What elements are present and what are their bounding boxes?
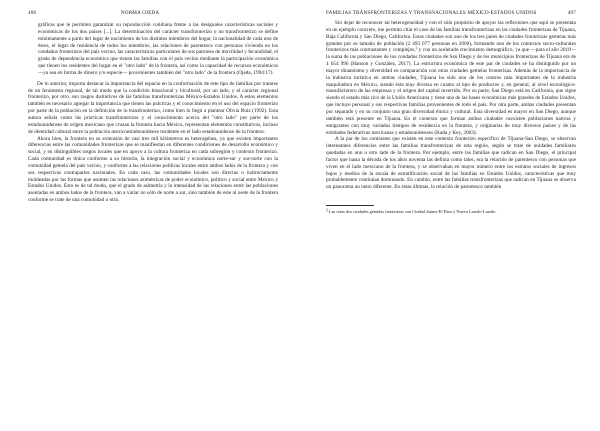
block-quote: [38, 22, 278, 77]
body-paragraph-1-right: [326, 20, 576, 136]
body-paragraph-2-right: A la par de los contrastes que existen en este contexto fronterizo específico de Tijuana-San Diego, se observan interesantes diferencias entre las familias transfronterizas de esta región, según se trate de unidades familiares quedadas en uno u otro lado de la frontera. Por ejemplo, entre las familias que radican en San Diego, el principal factor que hasta la década de los años noventa las definía como tales, era la relación de parentesco con personas que viven en el lado mexicano de la frontera, y se observaban en mayor número entre los estratos sociales de ingresos bajos y medios de la escala de estratificación social de las familias en Estados Unidos, características que muy probablemente continúan dominando. En cambio, entre las familias transfronterizas que radican en Tijuana se observa un panorama un tanto diferente. En estas últimas, la relación de parentesco también: [326, 136, 576, 191]
running-head-title-right: FAMILIAS TRANSFRONTERIZAS Y TRANSNACIONALES MÉXICO-ESTADOS UNIDOS: [326, 10, 537, 16]
quote-text: gráficas que le permiten garantizar su reproducción cotidiana frente a las desiguales características sociales y económicas de los dos países [...]. La determinación del carácter transfronterizo o no transfronterizo se define mínimamente a partir del lugar de nacimiento de los distintos miembros del hogar, la nacionalidad de cada uno de éstos, el lugar de residencia de todos los miembros, las relaciones de parentesco con personas viviendo en los condados fronterizos del país vecino, las características particulares de sus patrones de movilidad y fecundidad, el grado de dependencia económica que tienen las familias con el país vecino mediante la participación económica que tienen los residentes del hogar en el "otro lado" de la frontera, así como la capacidad de recursos económicos —ya sea en forma de dinero y/o especie— provenientes también del "otro lado" de la frontera (Ojeda, 1994:17).: [38, 22, 278, 76]
body-paragraph-2-left: Ahora bien, la frontera en su extensión de casi tres mil kilómetros es heterogénea, ya que existen importantes diferencias entre las comunidades fronterizas que se manifiestan en diferentes condiciones de desarrollo económico y social, y en distinguibles rasgos locales que en apoyo a la cultura fronteriza en cada subregión y contexto fronterizo. Cada comunidad es tínica conforme a su historia, la integración social y económica norte-sur y sur-norte con la comunidad gemela del país vecino, y conforme a las relaciones políticas locales entre ambos lados de la frontera y con sus respectivas contrapartes nacionales. En cada caso, las comunidades locales son directas o indirectamente moldeadas por las formas que asumen las relaciones asimétricas de poder económico, político y social entre México y Estados Unidos. Esto es de tal modo, que el grado de asimetría y la intensidad de las relaciones entre las poblaciones asentadas en ambos lados de la frontera, van a variar no sólo de norte a sur, sino también de este al oeste de la frontera conforme se trate de una comunidad u otra.: [28, 135, 278, 204]
body-paragraph-1-right-b: y con un acelerado crecimiento demográfico, ya que —para el año 2010— la suma de las poblaciones de los condados fronterizos de San Diego y de los municipios fronterizos de Tijuana era de 4 654 996 (Hanson y González, 2017). La estructura económica de este par de ciudades se ha distinguido por un mayor dinamismo y diversidad en comparación con otras ciudades gemelas fronterizas. Además de la importancia de la industria turística en ambas ciudades, Tijuana ha sido uno de los centros más importantes de la industria maquiladora en México, siendo ésta muy diversa en cuanto al tipo de productos y, en general, al nivel tecnológico-manufacturero de las empresas y el origen del capital invertido. Por su parte, San Diego está en California, que sigue siendo el estado más rico de la Unión Americana y tiene una de las bases económicas más grandes de Estados Unidos, que incluye personal y sus respectivas familias provenientes de todo el país. Por otra parte, ambas ciudades presentan por separado y en su conjunto una gran diversidad étnica y cultural. Esta diversidad es mayor en San Diego, aunque también está presente en Tijuana. En el contexto que forman ambas ciudades coexisten poblaciones nativas y emigrantes con muy variados tiempos de residencia en la frontera, y originarias de muy diversos países y de las entidades federativas mexicanas y estadounidenses (Kada y Key, 2003).: [326, 47, 576, 136]
body-paragraph-1-right-a: Sin dejar de reconocer tal heterogeneidad y con el sólo propósito de apoyar las reflexiones que aquí se presentan en un ejemplo concreto, me permito citar el caso de las familias transfronterizas en las ciudades fronterizas de Tijuana, Baja California y San Diego, California. Estas ciudades son uno de los tres pares de ciudades fronterizas gemelas más grandes por su tamaño de población (2 493 077 personas en 2000), formando uno de los contextos socio-culturales fronterizos más contrastantes y complejos,: [326, 20, 576, 54]
running-head-left: [28, 10, 278, 20]
running-head-right: [326, 10, 576, 20]
footnote-reference[interactable]: 3: [415, 46, 418, 51]
footnote-number: 3: [326, 208, 328, 213]
footnote-divider: [326, 205, 374, 206]
right-page: [300, 0, 600, 431]
page-number-right: 407: [567, 10, 576, 16]
body-paragraph-1-left: De lo anterior, importa destacar la importancia del espacio en la conformación de este tipo de familias por tratarse de un fenómeno regional, de tal modo que la condición binacional y bicultural, por un lado, y el carácter regional fronterizo, por otro, son rasgos distintivos de las familias transfronterizas México-Estados Unidos. A estos elementos también es necesario agregar la importancia que tienen las prácticas y el conocimiento en el uso del espacio fronterizo por parte de la población en la definición de lo transfronterizo, como bien lo llegó a plantear Olivia Ruiz (1992). Esta autora señala como las prácticas transfronterizas y el conocimiento acerca del "otro lado" por parte de los estadounidenses de origen mexicano que cruzan la frontera hacia México, representan elementos constitutivos, incluso de identidad cultural entre la población mexicoestadounidense residente en el lado estadounidense de la frontera.: [28, 80, 278, 135]
page-number-left: 406: [28, 10, 37, 16]
footnote-text: Las otras dos ciudades gemelas fronterizas son Ciudad Juárez-El Paso y Nuevo Laredo-Laredo.: [328, 209, 497, 215]
footnote: [326, 209, 576, 215]
running-head-title-left: NORMA OJEDA: [120, 10, 160, 16]
